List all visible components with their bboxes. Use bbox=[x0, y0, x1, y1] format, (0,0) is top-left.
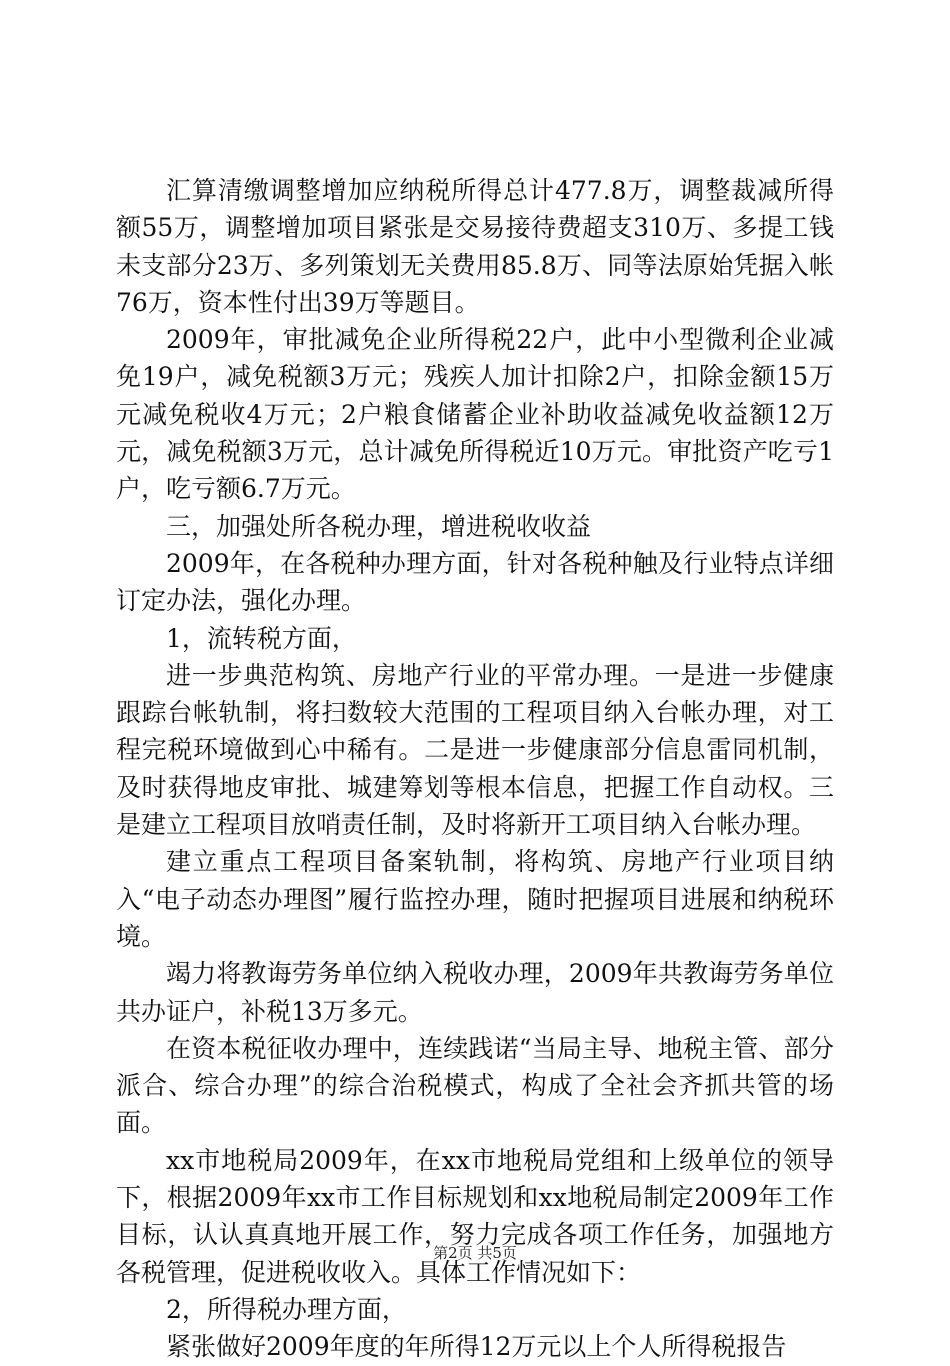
paragraph: 紧张做好2009年度的年所得12万元以上个人所得税报告 bbox=[166, 1332, 787, 1362]
paragraph: xx市地税局2009年，在xx市地税局党组和上级单位的领导下，根据2009年xx市工作目标规划和xx地税局制定2009年工作目标，认认真真地开展工作，努力完成各项工作任务，加强地方各税管理，促进税收收入。具体工作情况如下： bbox=[116, 1145, 834, 1287]
paragraph: 在资本税征收办理中，连续践诺“当局主导、地税主管、部分派合、综合办理”的综合治税模式，构成了全社会齐抓共管的场面。 bbox=[116, 1033, 834, 1138]
paragraph: 竭力将教诲劳务单位纳入税收办理，2009年共教诲劳务单位共办证户，补税13万多元。 bbox=[116, 959, 834, 1026]
paragraph: 2009年，审批减免企业所得税22户，此中小型微利企业减免19户，减免税额3万元；残疾人加计扣除2户，扣除金额15万元减免税收4万元；2户粮食储蓄企业补助收益减免收益额12万元，减免税额3万元，总计减免所得税近10万元。审批资产吃亏1户，吃亏额6.7万元。 bbox=[116, 325, 834, 504]
paragraph: 2009年，在各税种办理方面，针对各税种触及行业特点详细订定办法，强化办理。 bbox=[116, 548, 834, 616]
subsection-heading: 1，流转税方面， bbox=[166, 623, 357, 653]
page-number-footer: 第2页 共5页 bbox=[433, 1244, 517, 1262]
document-body bbox=[116, 172, 834, 1366]
paragraph: 进一步典范构筑、房地产行业的平常办理。一是进一步健康跟踪台帐轨制，将扫数较大范围的工程项目纳入台帐办理，对工程完税环境做到心中稀有。二是进一步健康部分信息雷同机制，及时获得地皮审批、城建筹划等根本信息，把握工作自动权。三是建立工程项目放哨责任制，及时将新开工项目纳入台帐办理。 bbox=[116, 660, 834, 840]
paragraph: 建立重点工程项目备案轨制，将构筑、房地产行业项目纳入“电子动态办理图”履行监控办理，随时把握项目进展和纳税环境。 bbox=[116, 847, 834, 951]
section-heading: 三，加强处所各税办理，增进税收收益 bbox=[166, 511, 592, 541]
paragraph: 汇算清缴调整增加应纳税所得总计477.8万，调整裁减所得额55万，调整增加项目紧张是交易接待费超支310万、多提工钱未支部分23万、多列策划无关费用85.8万、同等法原始凭据入帐76万，资本性付出39万等题目。 bbox=[116, 176, 834, 317]
subsection-heading: 2，所得税办理方面， bbox=[166, 1294, 407, 1324]
